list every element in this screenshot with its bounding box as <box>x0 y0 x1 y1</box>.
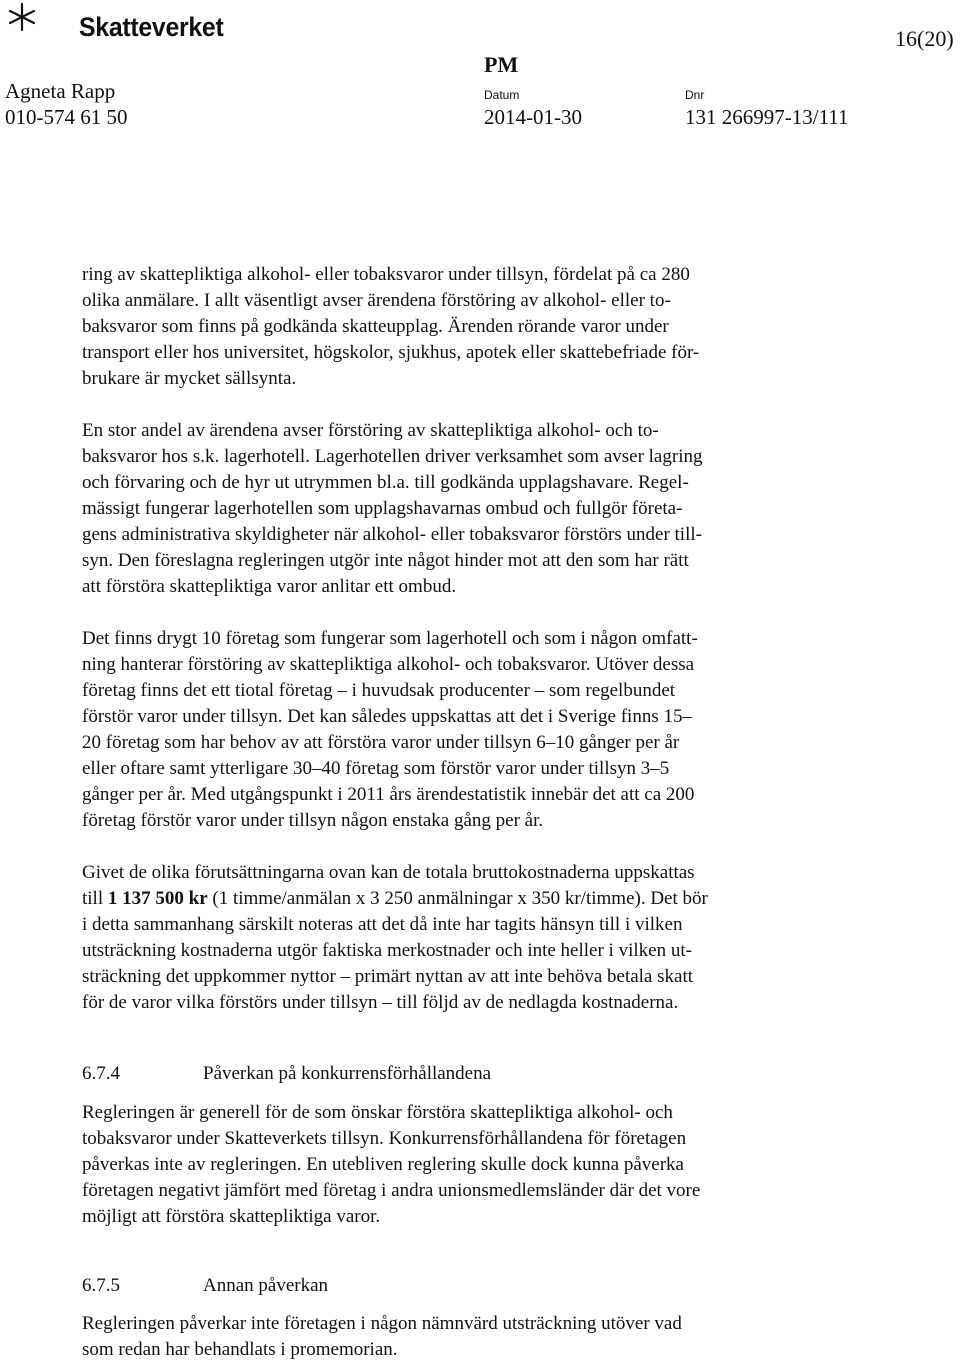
body-line: påverkas inte av regleringen. En utebliven reglering skulle dock kunna påverka <box>82 1154 684 1175</box>
body-line: Regleringen är generell för de som önskar förstöra skattepliktiga alkohol- och <box>82 1102 673 1123</box>
body-line: brukare är mycket sällsynta. <box>82 368 297 389</box>
body-line: mässigt fungerar lagerhotellen som upplagshavarnas ombud och fullgör företa- <box>82 498 683 519</box>
section-title: Annan påverkan <box>203 1275 329 1296</box>
body-line-with-amount <box>82 886 708 912</box>
body-line: Det finns drygt 10 företag som fungerar som lagerhotell och som i någon omfatt- <box>82 628 698 649</box>
body-line: Regleringen påverkar inte företagen i någon nämnvärd utsträckning utöver vad <box>82 1313 682 1334</box>
body-text: till <box>82 888 108 909</box>
body-line: förstör varor under tillsyn. Det kan således uppskattas att det i Sverige finns 15– <box>82 706 692 727</box>
body-line: i detta sammanhang särskilt noteras att det då inte har tagits hänsyn till i vilken <box>82 914 683 935</box>
body-line: gånger per år. Med utgångspunkt i 2011 års ärendestatistik innebär det att ca 200 <box>82 784 695 805</box>
body-line: syn. Den föreslagna regleringen utgör inte något hinder mot att den som har rätt <box>82 550 689 571</box>
body-line: att förstöra skattepliktiga varor anlitar ett ombud. <box>82 576 457 597</box>
body-line: olika anmälare. I allt väsentligt avser ärendena förstöring av alkohol- eller to- <box>82 290 671 311</box>
date-label: Datum <box>484 88 520 102</box>
body-line: företag finns det ett tiotal företag – i huvudsak producenter – som regelbundet <box>82 680 676 701</box>
body-line: utsträckning kostnaderna utgör faktiska merkostnader och inte heller i vilken ut- <box>82 940 692 961</box>
body-line: eller oftare samt ytterligare 30–40 företag som förstör varor under tillsyn 3–5 <box>82 758 670 779</box>
organization-name: Skatteverket <box>79 12 224 42</box>
document-dnr: 131 266997-13/111 <box>685 105 849 129</box>
document-type: PM <box>484 52 519 77</box>
body-line: och förvaring och de hyr ut utrymmen bl.a. till godkända upplagshavare. Regel- <box>82 472 689 493</box>
body-line: 20 företag som har behov av att förstöra varor under tillsyn 6–10 gånger per år <box>82 732 680 753</box>
dnr-label: Dnr <box>685 88 705 102</box>
body-line: baksvaror hos s.k. lagerhotell. Lagerhotellen driver verksamhet som avser lagring <box>82 446 703 467</box>
body-line: som redan har behandlats i promemorian. <box>82 1339 398 1360</box>
document-date: 2014-01-30 <box>484 105 582 129</box>
body-line: företag förstör varor under tillsyn någon enstaka gång per år. <box>82 810 544 831</box>
section-title: Påverkan på konkurrensförhållandena <box>203 1063 492 1084</box>
total-cost-amount: 1 137 500 kr <box>107 888 208 909</box>
body-line: baksvaror som finns på godkända skatteupplag. Ärenden rörande varor under <box>82 316 669 337</box>
body-line: Givet de olika förutsättningarna ovan kan de totala bruttokostnaderna uppskattas <box>82 862 695 883</box>
body-line: möjligt att förstöra skattepliktiga varor. <box>82 1206 381 1227</box>
page-number: 16(20) <box>895 26 954 51</box>
author-phone: 010-574 61 50 <box>5 105 128 129</box>
body-text: (1 timme/anmälan x 3 250 anmälningar x 350 kr/timme). Det bör <box>207 888 708 909</box>
body-line: ring av skattepliktiga alkohol- eller tobaksvaror under tillsyn, fördelat på ca 280 <box>82 264 690 285</box>
skatteverket-logo-icon <box>4 0 40 36</box>
body-line: ning hanterar förstöring av skattepliktiga alkohol- och tobaksvaror. Utöver dessa <box>82 654 695 675</box>
body-line: sträckning det uppkommer nyttor – primärt nyttan av att inte behöva betala skatt <box>82 966 693 987</box>
author-name: Agneta Rapp <box>5 79 116 103</box>
section-number: 6.7.4 <box>82 1063 120 1084</box>
body-line: En stor andel av ärendena avser förstöring av skattepliktiga alkohol- och to- <box>82 420 659 441</box>
body-line: transport eller hos universitet, högskolor, sjukhus, apotek eller skattebefriade för- <box>82 342 700 363</box>
section-number: 6.7.5 <box>82 1275 120 1296</box>
body-line: tobaksvaror under Skatteverkets tillsyn. Konkurrensförhållandena för företagen <box>82 1128 687 1149</box>
body-line: gens administrativa skyldigheter när alkohol- eller tobaksvaror förstörs under till- <box>82 524 702 545</box>
body-line: för de varor vilka förstörs under tillsyn – till följd av de nedlagda kostnaderna. <box>82 992 679 1013</box>
body-line: företagen negativt jämfört med företag i andra unionsmedlemsländer där det vore <box>82 1180 701 1201</box>
